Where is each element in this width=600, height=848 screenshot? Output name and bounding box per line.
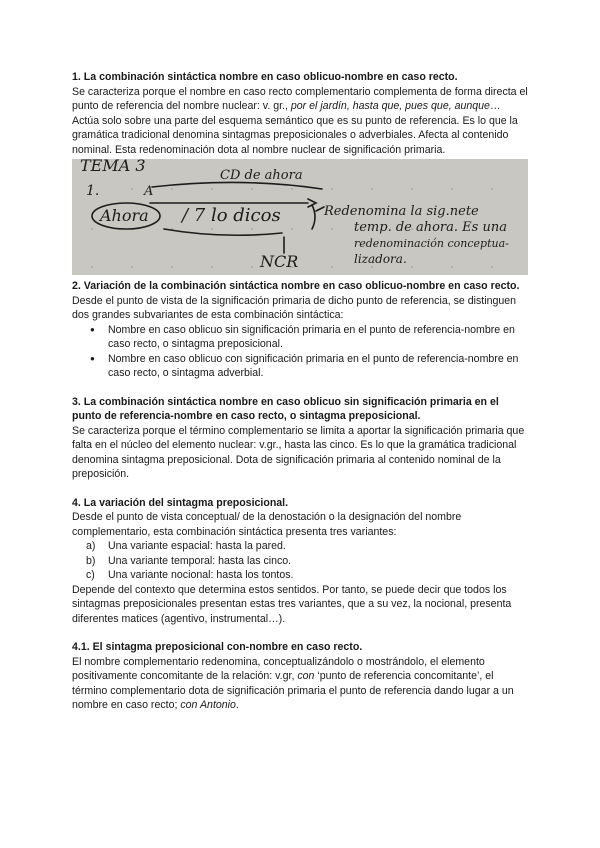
list-item	[86, 539, 528, 554]
list-item: ● Nombre en caso oblicuo con significación primaria en el punto de referencia-nombre en caso recto, o sintagma adverbial.	[108, 352, 528, 381]
s41-con: con	[297, 670, 315, 682]
list-marker: b)	[86, 554, 96, 567]
list-text: Una variante temporal: hasta las cinco.	[108, 554, 292, 567]
section-1-heading: 1. La combinación sintáctica nombre en caso oblicuo-nombre en caso recto.	[72, 71, 458, 83]
handwritten-note-photo	[72, 159, 528, 275]
note-side-4: lizadora.	[354, 252, 407, 266]
note-cd: CD de ahora	[220, 168, 303, 183]
section-1-paragraph	[72, 85, 528, 158]
s1-text-a: Se caracteriza porque el nombre en caso recto complementario complementa de forma directa el punto de referencia del nombre nuclear: v. gr.,	[72, 85, 528, 112]
s1-text-b: … Actúa solo sobre una parte del esquema semántico que es su punto de referencia. Es lo que la gramática tradicional denomina sintagmas preposicionales o adverbiales. Afecta al contenido nominal. Esta redenominación dota al nombre nuclear de significación primaria.	[72, 100, 518, 156]
note-tema: TEMA 3	[80, 159, 146, 175]
list-item	[86, 554, 528, 569]
section-4-1-paragraph	[72, 655, 528, 713]
section-4-after: Depende del contexto que determina estos sentidos. Por tanto, se puede decir que todos los sintagmas preposicionales presentan estas tres variantes, que a su vez, la nocional, presenta diferentes matices (agentivo, instrumental…).	[72, 583, 512, 625]
section-2-intro: Desde el punto de vista de la significación primaria de dicho punto de referencia, se distinguen dos grandes subvariantes de esta combinación sintáctica:	[72, 294, 517, 321]
section-2-heading: 2. Variación de la combinación sintáctica nombre en caso oblicuo-nombre en caso recto.	[72, 280, 520, 292]
note-dicos: / 7 lo dicos	[182, 205, 281, 226]
s41-text-a: El nombre complementario redenomina, conceptualizándolo o mostrándolo, el elemento positivamente concomitante de la relación: v.gr,	[72, 655, 485, 682]
list-marker: a)	[86, 540, 96, 552]
note-ncr: NCR	[260, 252, 299, 271]
section-4-intro: Desde el punto de vista conceptual/ de la denostación o la designación del nombre complementario, esta combinación sintáctica presenta tres variantes:	[72, 511, 462, 538]
list-item: ● Nombre en caso oblicuo sin significación primaria en el punto de referencia-nombre en caso recto, o sintagma preposicional.	[108, 323, 528, 352]
s41-con-antonio: con Antonio	[180, 699, 236, 711]
list-marker: c)	[86, 569, 95, 581]
list-item	[86, 568, 528, 583]
list-text: Una variante espacial: hasta la pared.	[108, 540, 286, 552]
note-side-2: temp. de ahora. Es una	[354, 220, 507, 235]
document-page	[72, 70, 528, 713]
note-side-1: Redenomina la sig.nete	[324, 204, 479, 219]
s1-examples: por el jardín, hasta que, pues que, aunque	[290, 100, 490, 112]
s41-end: .	[235, 699, 239, 711]
note-letter: A	[144, 184, 154, 199]
note-side-3: redenominación conceptua-	[354, 237, 509, 250]
section-4-list	[72, 539, 528, 583]
section-3-heading: 3. La combinación sintáctica nombre en caso oblicuo sin significación primaria en el punto de referencia-nombre en caso recto, o sintagma preposicional.	[72, 395, 499, 422]
section-2-list	[72, 323, 528, 381]
section-3-paragraph: Se caracteriza porque el término complementario se limita a aportar la significación primaria que falta en el núcleo del elemento nuclear: v.gr., hasta las cinco. Es lo que la gramática tradicional denomina sintagma preposicional. Dota de significación primaria al contenido nominal de la preposición.	[72, 424, 525, 480]
list-text: Una variante nocional: hasta los tontos.	[108, 569, 294, 581]
section-4-1-heading: 4.1. El sintagma preposicional con-nombre en caso recto.	[72, 641, 363, 653]
section-4-heading: 4. La variación del sintagma preposicional.	[72, 496, 289, 509]
note-ahora: Ahora	[100, 206, 149, 225]
handwritten-note-drawing	[72, 159, 528, 275]
note-num: 1.	[86, 183, 100, 199]
s41-text-b: ‘punto de referencia concomitante’, el término complementario dota de significación primaria el punto de referencia dando lugar a un nombre en caso recto;	[72, 670, 514, 711]
